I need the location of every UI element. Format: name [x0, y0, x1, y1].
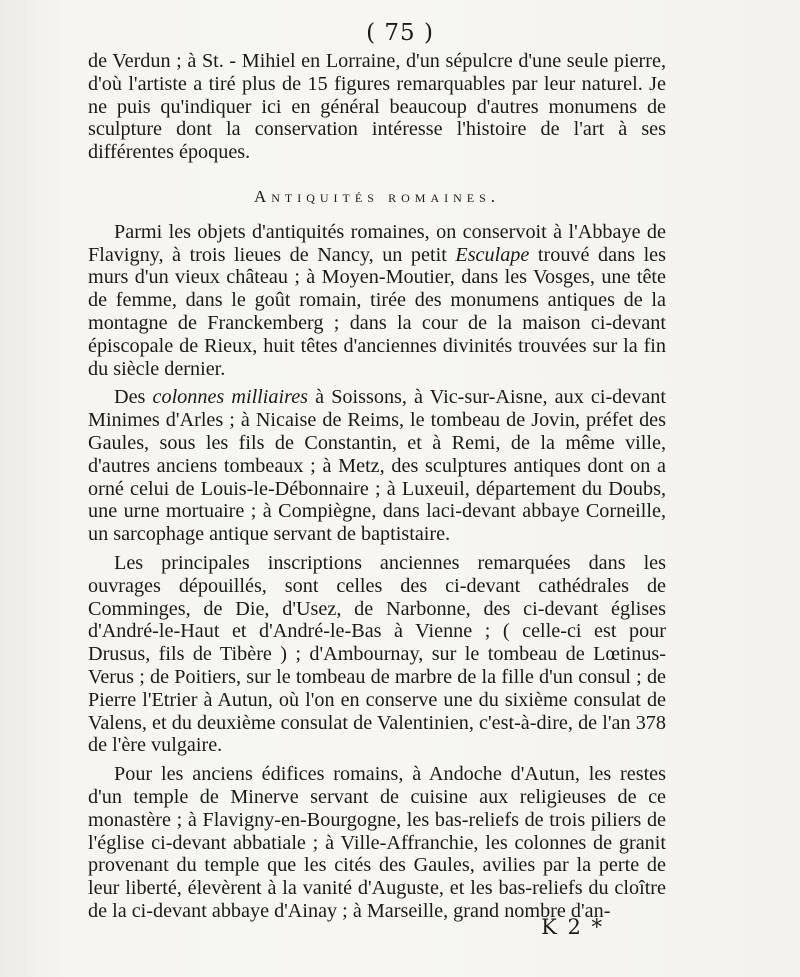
paragraph-4: Les principales inscriptions anciennes remarquées dans les ouvrages dépouillés, sont celles des ci-devant cathédrales de Comminges, de Die, d'Usez, de Narbonne, des ci-devant églises d'André-le-Haut et d'André-le-Bas à Vienne ; ( celle-ci est pour Drusus, fils de Tibère ) ; d'Ambournay, sur le tombeau de Lœtinus-Verus ; de Poitiers, sur le tombeau de marbre de la fille d'un consul ; de Pierre l'Etrier à Autun, où l'on en conserve une du sixième consulat de Valens, et du deuxième consulat de Valentinien, c'est-à-dire, de l'an 378 de l'ère vulgaire.	[88, 551, 666, 757]
section-heading: Antiquités romaines.	[253, 186, 501, 206]
signature-mark: K 2 *	[541, 915, 604, 939]
paragraph-5: Pour les anciens édifices romains, à Andoche d'Autun, les restes d'un temple de Minerve servant de cuisine aux religieuses de ce monastère ; à Flavigny-en-Bourgogne, les bas-reliefs de trois piliers de l'église ci-devant abbatiale ; à Ville-Affranchie, les colonnes de granit provenant du temple que les cités des Gaules, avilies par la perte de leur liberté, élevèrent à la vanité d'Auguste, et les bas-reliefs du cloître de la ci-devant abbaye d'Ainay ; à Marseille, grand nombre d'an-	[88, 763, 666, 922]
paragraph-2: Parmi les objets d'antiquités romaines, on conservoit à l'Abbaye de Flavigny, à trois lieues de Nancy, un petit Esculape trouvé dans les murs d'un vieux château ; à Moyen-Moutier, dans les Vosges, une tête de femme, dans le goût romain, tirée des monumens antiques de la montagne de Franckemberg ; dans la cour de la maison ci-devant épiscopale de Rieux, huit têtes d'anciennes divinités trouvées sur la fin du siècle dernier.	[88, 220, 666, 380]
italic-term: colonnes milliaires	[152, 386, 309, 409]
page-number: ( 75 )	[366, 20, 434, 46]
page-body	[88, 50, 666, 923]
paragraph-1: de Verdun ; à St. - Mihiel en Lorraine, d'un sépulcre d'une seule pierre, d'où l'artiste a tiré plus de 15 figures remarquables par leur naturel. Je ne puis qu'indiquer ici en général beaucoup d'autres monumens de sculpture dont la conservation intéresse l'histoire de l'art à ses différentes époques.	[88, 50, 666, 164]
italic-term: Esculape	[455, 243, 530, 266]
paragraph-3: Des colonnes milliaires à Soissons, à Vic-sur-Aisne, aux ci-devant Minimes d'Arles ; à Nicaise de Reims, le tombeau de Jovin, préfet des Gaules, sous les fils de Constantin, et à Remi, de la même ville, d'autres anciens tombeaux ; à Metz, des sculptures antiques dont on a orné celui de Louis-le-Débonnaire ; à Luxeuil, département du Doubs, une urne mortuaire ; à Compiègne, dans laci-devant abbaye Corneille, un sarcophage antique servant de baptistaire.	[88, 386, 666, 546]
